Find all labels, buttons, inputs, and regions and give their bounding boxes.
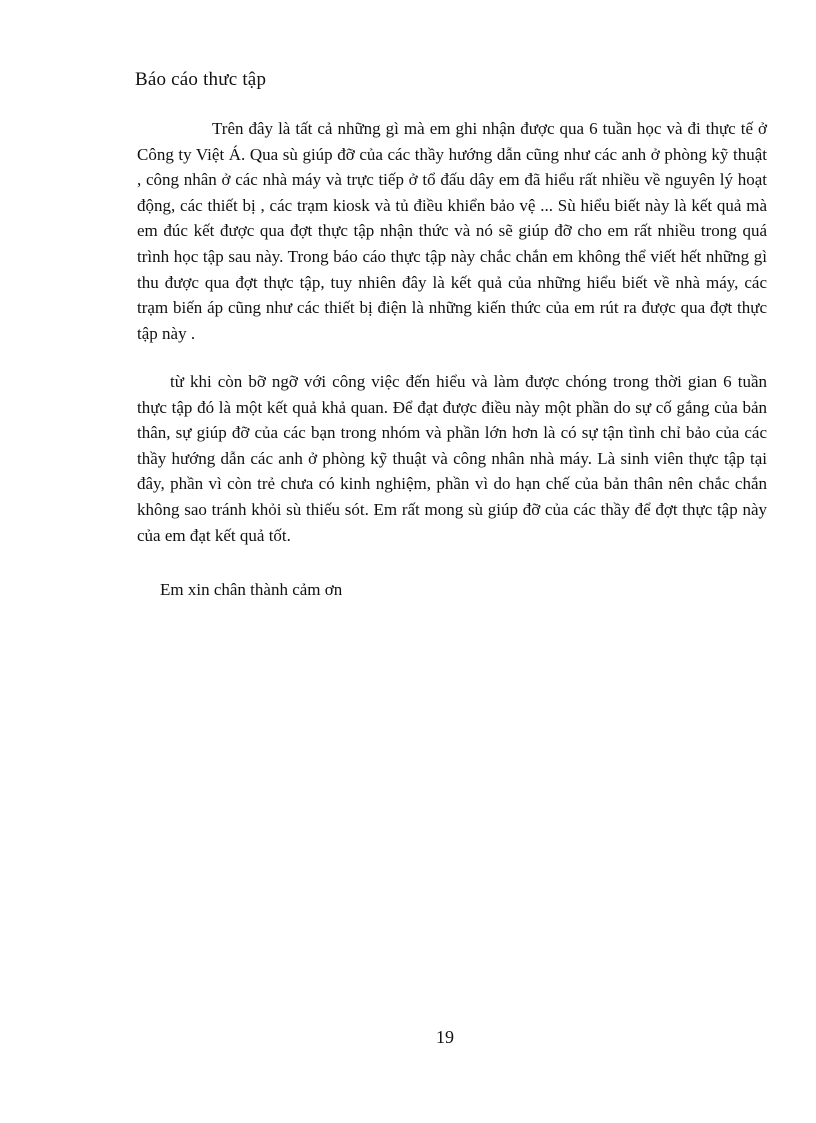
paragraph-reflection: từ khi còn bỡ ngỡ với công việc đến hiểu và làm được chóng trong thời gian 6 tuần thực tập đó là một kết quả khả quan. Để đạt được điều này một phần do sự cố gắng của bản thân, sự giúp đỡ của các bạn trong nhóm và phần lớn hơn là có sự tận tình chỉ bảo của các thầy hướng dẫn các anh ở phòng kỹ thuật và công nhân nhà máy. Là sinh viên thực tập tại đây, phần vì còn trẻ chưa có kinh nghiệm, phần vì do hạn chế của bản thân nên chắc chắn không sao tránh khỏi sù thiếu sót. Em rất mong sù giúp đỡ của các thầy để đợt thực tập này của em đạt kết quả tốt.: [137, 372, 767, 545]
paragraph-summary: Trên đây là tất cả những gì mà em ghi nhận được qua 6 tuần học và đi thực tế ở Công ty Việt Á. Qua sù giúp đỡ của các thầy hướng dẫn cũng như các anh ở phòng kỹ thuật , công nhân ở các nhà máy và trực tiếp ở tổ đấu dây em đã hiểu rất nhiều về nguyên lý hoạt động, các thiết bị , các trạm kiosk và tủ điều khiển bảo vệ ... Sù hiểu biết này là kết quả mà em đúc kết được qua đợt thực tập nhận thức và nó sẽ giúp đỡ cho em rất nhiều trong quá trình học tập sau này. Trong báo cáo thực tập này chắc chắn em không thể viết hết những gì thu được qua đợt thực tập, tuy nhiên đây là kết quả của những hiểu biết về nhà máy, các trạm biến áp cũng như các thiết bị điện là những kiến thức của em rút ra được qua đợt thực tập này .: [137, 119, 767, 343]
paragraph-closing-thanks: Em xin chân thành cảm ơn: [160, 580, 343, 599]
page-header-title: Báo cáo thưc tập: [135, 69, 267, 90]
page-number: 19: [436, 1027, 454, 1047]
